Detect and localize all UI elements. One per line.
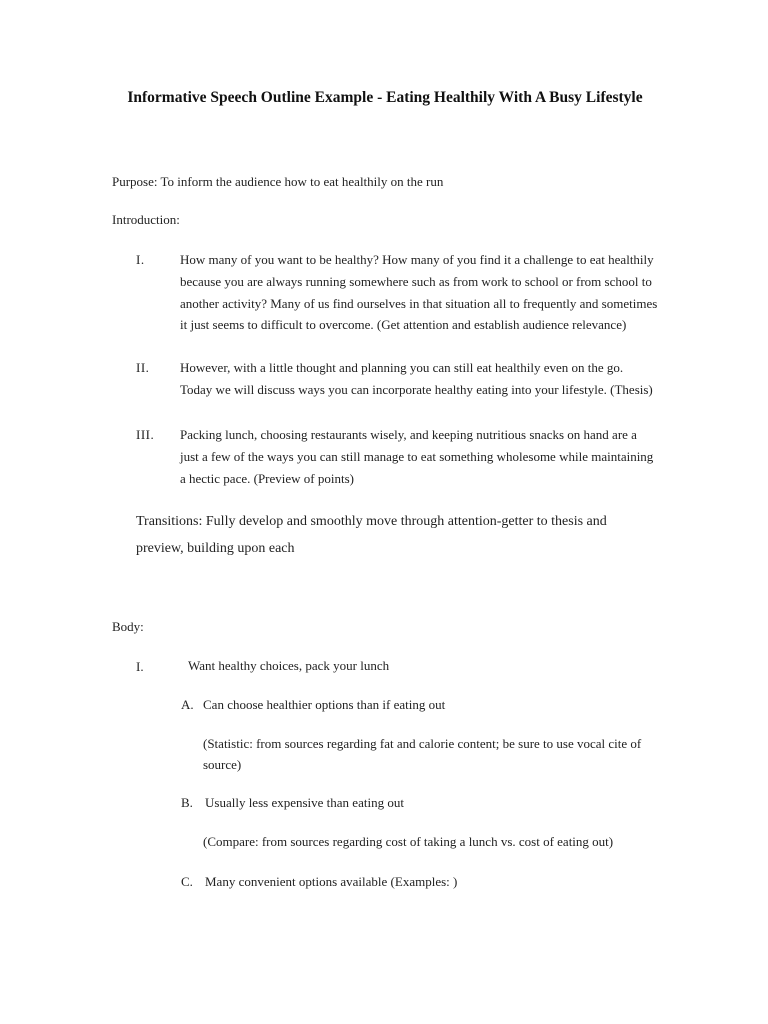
intro-item-1-text: How many of you want to be healthy? How many of you find it a challenge to eat healthily because you are always running somewhere such as from work to school or from school to another activity? Many of us find ourselves in that situation all to frequently and sometimes it just seems to difficult to overcome. (Get attention and establish audience relevance): [180, 252, 658, 333]
sub-point-c-text: Many convenient options available (Examples: ): [205, 874, 458, 889]
body-point-numeral-1: I.: [136, 659, 144, 674]
sub-point-letter-b: B.: [181, 795, 193, 810]
intro-numeral-1: I.: [136, 252, 145, 267]
intro-numeral-2: II.: [136, 360, 150, 375]
body-point-1-text: Want healthy choices, pack your lunch: [188, 658, 390, 673]
document-title: Informative Speech Outline Example - Eating Healthily With A Busy Lifestyle: [127, 89, 643, 106]
sub-point-letter-a: A.: [181, 697, 194, 712]
purpose-statement: Purpose: To inform the audience how to eat healthily on the run: [112, 174, 444, 189]
introduction-heading: Introduction:: [112, 212, 180, 227]
sub-point-letter-c: C.: [181, 874, 193, 889]
sub-point-a-note: (Statistic: from sources regarding fat and calorie content; be sure to use vocal cite of source): [203, 736, 642, 772]
sub-point-b-text: Usually less expensive than eating out: [205, 795, 404, 810]
transitions-note: Transitions: Fully develop and smoothly move through attention-getter to thesis and preview, building upon each: [136, 514, 607, 556]
intro-numeral-3: III.: [136, 427, 155, 442]
sub-point-b-note: (Compare: from sources regarding cost of taking a lunch vs. cost of eating out): [203, 834, 614, 849]
intro-item-3-text: Packing lunch, choosing restaurants wisely, and keeping nutritious snacks on hand are a just a few of the ways you can still manage to eat something wholesome while maintaining a hectic pace. (Preview of points): [180, 427, 654, 486]
body-heading: Body:: [112, 619, 144, 634]
intro-item-2-text: However, with a little thought and planning you can still eat healthily even on the go. Today we will discuss ways you can incorporate healthy eating into your lifestyle. (Thesis): [180, 360, 653, 397]
sub-point-a-text: Can choose healthier options than if eating out: [203, 697, 446, 712]
